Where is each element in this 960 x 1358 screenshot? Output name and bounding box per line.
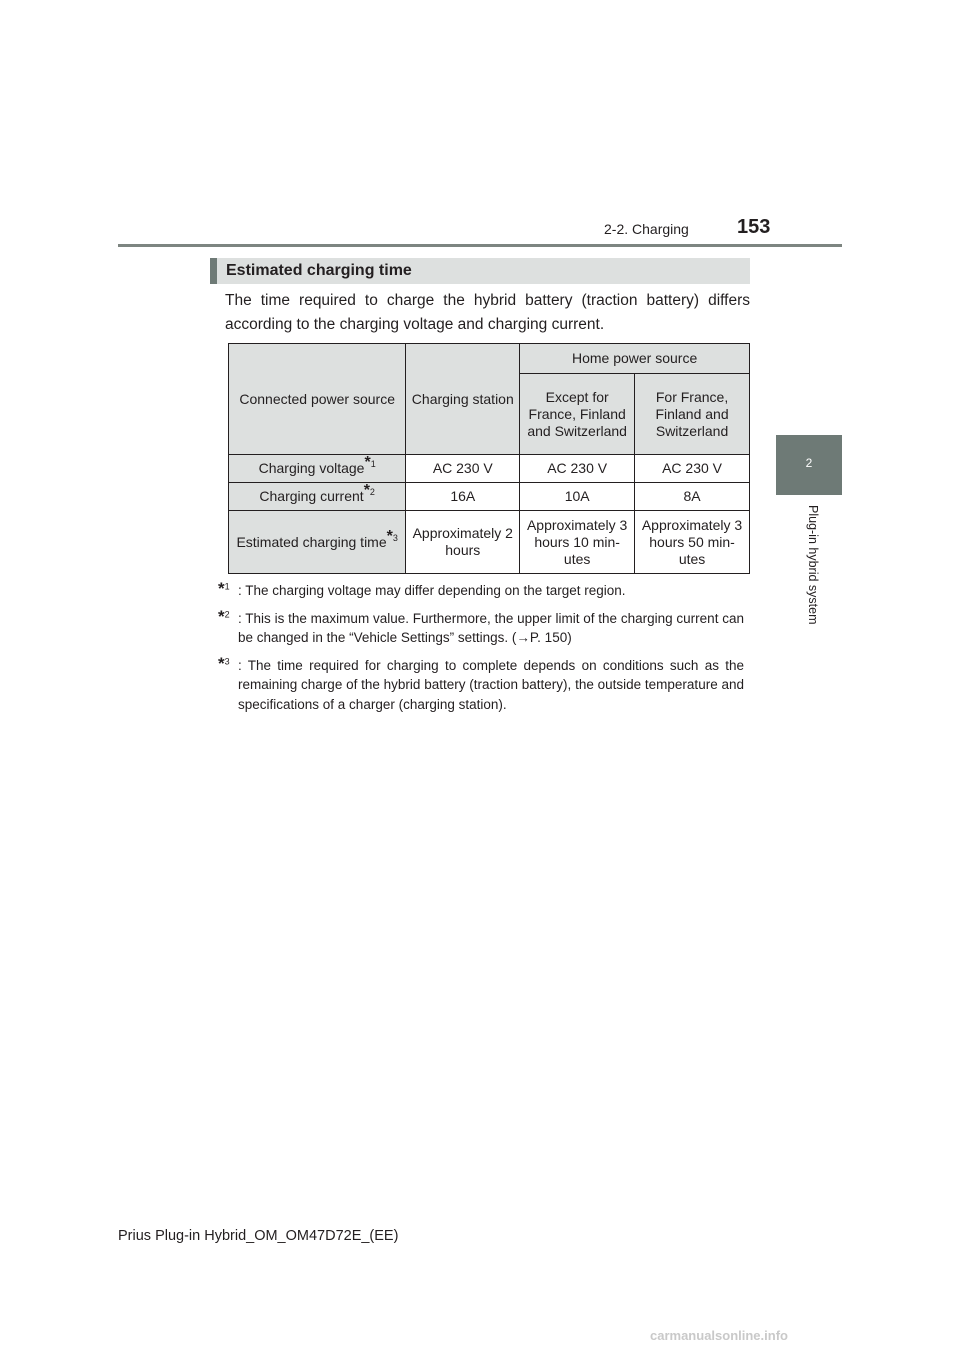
cell-for: 8A <box>635 483 750 511</box>
table-row <box>229 455 750 483</box>
footnote-item <box>218 653 744 715</box>
cell-station: 16A <box>406 483 520 511</box>
table-header-row <box>229 344 750 374</box>
header-connected-power-source: Connected power source <box>229 344 406 455</box>
chapter-tab: 2 <box>776 435 842 495</box>
footnote-item <box>218 606 744 648</box>
footnote-text: : The charging voltage may differ depending on the target region. <box>238 583 626 598</box>
footnote-marker: *$^2$ <box>218 606 230 626</box>
charging-time-table <box>228 343 750 574</box>
row-label-cell <box>229 455 406 483</box>
footnotes <box>218 581 744 722</box>
cell-station: Approximately 2 hours <box>406 511 520 574</box>
footnote-ref: *1 <box>364 454 376 472</box>
intro-paragraph: The time required to charge the hybrid battery (traction battery) differs according to the charging voltage and charging current. <box>225 292 750 333</box>
header-section-title: 2-2. Charging <box>604 221 689 237</box>
footnote-ref: *3 <box>386 527 398 545</box>
cell-except: Approximately 3 hours 10 min-utes <box>520 511 635 574</box>
footnote-text: : This is the maximum value. Furthermore, the upper limit of the charging current can be changed in the “Vehicle Settings” settings. (→P. 150) <box>238 610 744 645</box>
cell-station: AC 230 V <box>406 455 520 483</box>
header-except-france: Except for France, Finland and Switzerland <box>520 374 635 455</box>
header-for-france: For France, Finland and Switzerland <box>635 374 750 455</box>
table-row <box>229 511 750 574</box>
page-number: 153 <box>737 216 771 238</box>
table-row <box>229 483 750 511</box>
cell-except: AC 230 V <box>520 455 635 483</box>
header-home-power-source: Home power source <box>520 344 750 374</box>
page-footer: Prius Plug-in Hybrid_OM_OM47D72E_(EE) <box>118 1228 399 1244</box>
cell-for: AC 230 V <box>635 455 750 483</box>
footnote-marker: *$^1$ <box>218 579 230 598</box>
footnote-item <box>218 581 744 601</box>
chapter-label: Plug-in hybrid system <box>806 505 820 625</box>
section-heading: Estimated charging time <box>210 258 750 284</box>
row-label: Charging current <box>259 488 364 504</box>
watermark: carmanualsonline.info <box>650 1328 788 1343</box>
footnote-text: : The time required for charging to complete depends on conditions such as the remaining charge of the hybrid battery (traction battery), the outside temperature and specifications of a charger (charging station). <box>238 657 744 712</box>
header-divider <box>118 244 842 247</box>
row-label-cell <box>229 511 406 574</box>
row-label: Charging voltage <box>258 460 365 476</box>
footnote-ref: *2 <box>363 482 375 500</box>
cell-except: 10A <box>520 483 635 511</box>
cell-for: Approximately 3 hours 50 min-utes <box>635 511 750 574</box>
row-label: Estimated charging time <box>236 533 387 550</box>
row-label-cell <box>229 483 406 511</box>
footnote-marker: *$^3$ <box>218 653 230 673</box>
header-charging-station: Charging station <box>406 344 520 455</box>
